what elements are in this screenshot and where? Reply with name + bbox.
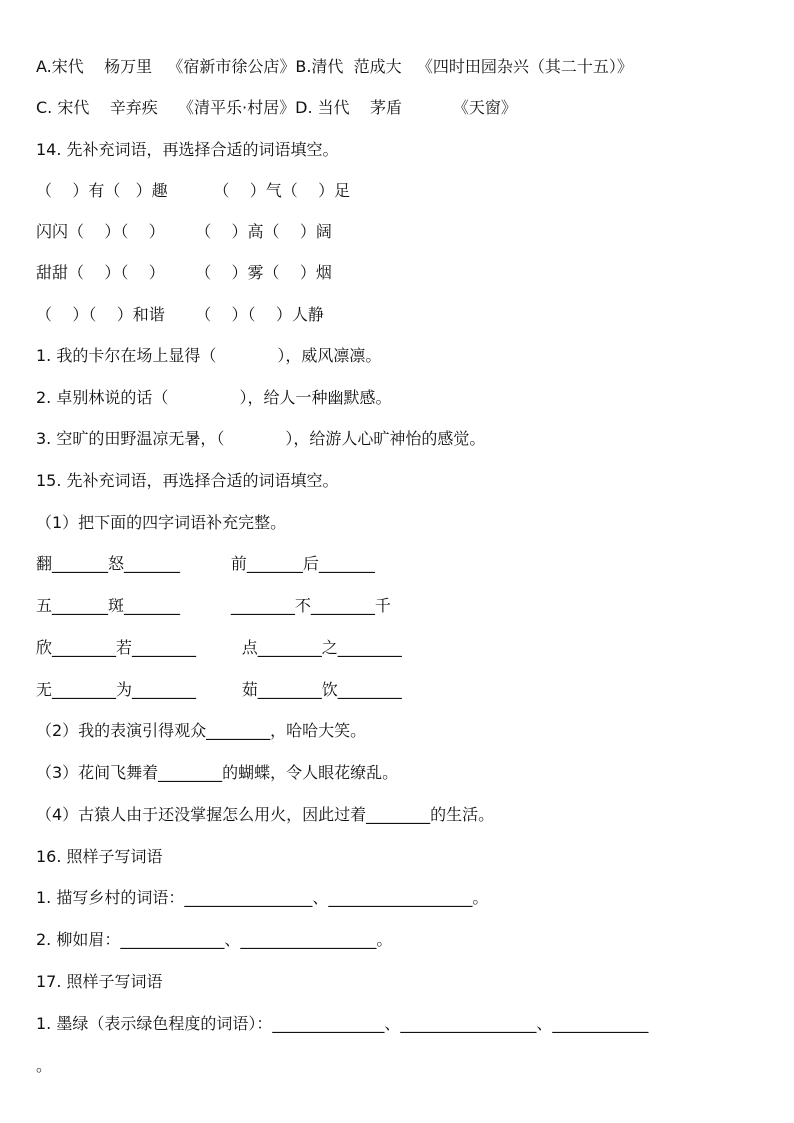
- q14-idiom-row-1: （ ）有（ ）趣 （ ）气（ ）足: [36, 181, 351, 200]
- question-14-title: 14. 先补充词语，再选择合适的词语填空。: [36, 140, 339, 159]
- question-15-title: 15. 先补充词语，再选择合适的词语填空。: [36, 471, 339, 490]
- q14-idiom-row-3: 甜甜（ ）（ ） （ ）雾（ ）烟: [36, 263, 332, 282]
- q15-part-1-title: （1）把下面的四字词语补充完整。: [36, 513, 287, 532]
- q15-part-2: （2）我的表演引得观众________，哈哈大笑。: [36, 721, 367, 740]
- options-line-cd: C. 宋代 辛弃疾 《清平乐·村居》D. 当代 茅盾 《天窗》: [36, 98, 517, 117]
- q16-item-1: 1. 描写乡村的词语：________________、__________________。: [36, 888, 489, 907]
- q14-fill-3: 3. 空旷的田野温凉无暑，（ ），给游人心旷神怡的感觉。: [36, 429, 486, 448]
- q15-part-4: （4）古猿人由于还没掌握怎么用火，因此过着________的生活。: [36, 805, 495, 824]
- question-17-title: 17. 照样子写词语: [36, 972, 163, 991]
- q15-idiom-row-4: 无________为________ 茹________饮________: [36, 680, 402, 699]
- q15-part-3: （3）花间飞舞着________的蝴蝶，令人眼花缭乱。: [36, 763, 399, 782]
- q16-item-2: 2. 柳如眉：_____________、_________________。: [36, 930, 393, 949]
- q14-fill-2: 2. 卓别林说的话（ ），给人一种幽默感。: [36, 388, 392, 407]
- q15-idiom-row-1: 翻_______怒_______ 前_______后_______: [36, 554, 375, 573]
- q15-idiom-row-2: 五_______斑_______ ________不________千: [36, 596, 391, 615]
- q14-fill-1: 1. 我的卡尔在场上显得（ ），威风凛凛。: [36, 346, 382, 365]
- q15-idiom-row-3: 欣________若________ 点________之________: [36, 638, 402, 657]
- q14-idiom-row-4: （ ）（ ）和谐 （ ）（ ）人静: [36, 305, 324, 324]
- q14-idiom-row-2: 闪闪（ ）（ ） （ ）高（ ）阔: [36, 222, 332, 241]
- question-16-title: 16. 照样子写词语: [36, 847, 163, 866]
- q17-item-1: 1. 墨绿（表示绿色程度的词语）：______________、_________________、____________: [36, 1014, 649, 1033]
- options-line-ab: A.宋代 杨万里 《宿新市徐公店》B.清代 范成大 《四时田园杂兴（其二十五）》: [36, 57, 633, 76]
- q17-item-1-end: 。: [36, 1056, 53, 1075]
